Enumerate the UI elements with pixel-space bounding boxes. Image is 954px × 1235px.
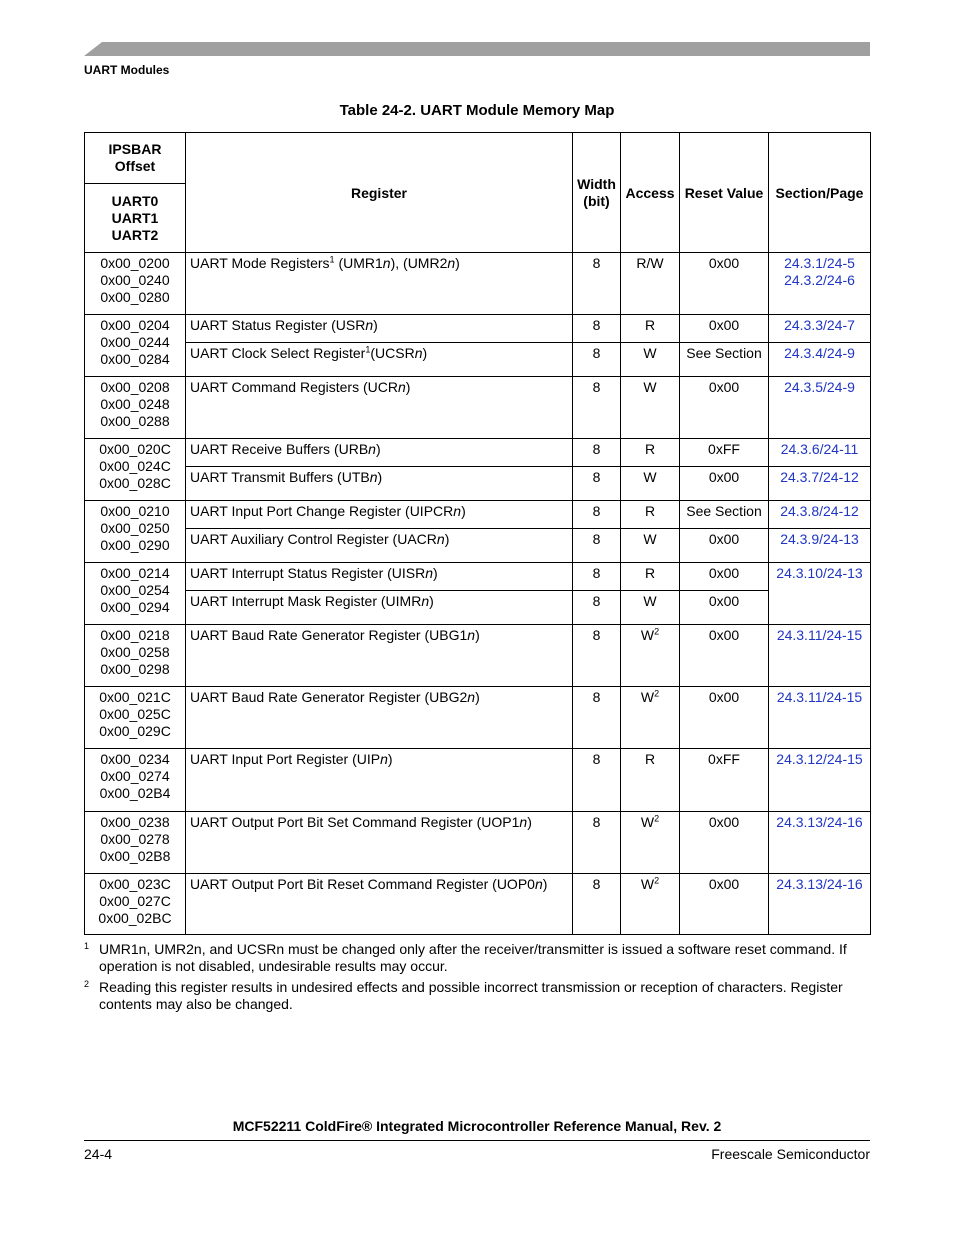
section-link[interactable]: 24.3.13/24-16: [776, 814, 863, 830]
ipsbar-offset-header: IPSBAR Offset: [85, 133, 186, 184]
section-page-cell: [769, 343, 871, 377]
register-name: UART Input Port Register (UIPn): [186, 749, 573, 812]
section-tag: UART Modules: [84, 63, 170, 77]
offset-cell: [85, 253, 186, 315]
offset-value: 0x00_02B8: [99, 848, 171, 864]
footnote-text: UMR1n, UMR2n, and UCSRn must be changed only after the receiver/transmitter is issued a software reset command. If operation is not disabled, undesirable results may occur.: [99, 941, 847, 974]
section-page-cell: [769, 253, 871, 315]
access-value: W: [640, 627, 655, 643]
table-row: [85, 812, 871, 874]
access-value: R: [644, 441, 656, 457]
offset-value: 0x00_0214: [100, 565, 170, 581]
width-cell: 8: [573, 343, 621, 377]
offset-value: 0x00_0294: [100, 599, 170, 615]
access-cell: [621, 687, 680, 749]
section-link[interactable]: 24.3.11/24-15: [776, 627, 863, 643]
register-name: UART Interrupt Mask Register (UIMRn): [186, 591, 573, 625]
header-bar: [84, 42, 870, 56]
access-value: R: [644, 317, 656, 333]
offset-cell: [85, 563, 186, 625]
offset-value: 0x00_025C: [99, 706, 171, 722]
width-cell: 8: [573, 749, 621, 812]
access-value: R: [644, 503, 656, 519]
reset-value-cell: 0x00: [680, 591, 769, 625]
footnotes: [84, 941, 870, 1017]
register-name: UART Receive Buffers (URBn): [186, 439, 573, 467]
footnote-ref: 1: [365, 344, 371, 355]
section-page-cell: [769, 315, 871, 343]
width-cell: 8: [573, 501, 621, 529]
access-value: W: [640, 876, 655, 892]
access-value: W: [643, 531, 657, 547]
table-row: [85, 343, 871, 377]
section-page-cell: [769, 377, 871, 439]
offset-value: 0x00_0218: [100, 627, 170, 643]
width-cell: 8: [573, 377, 621, 439]
footnote-mark: 2: [84, 979, 90, 989]
register-name: UART Baud Rate Generator Register (UBG1n): [186, 625, 573, 687]
offset-value: 0x00_0288: [100, 413, 170, 429]
reset-value-cell: 0x00: [680, 687, 769, 749]
offset-value: 0x00_0280: [100, 289, 170, 305]
footer-title: MCF52211 ColdFire® Integrated Microcontroller Reference Manual, Rev. 2: [232, 1118, 722, 1134]
offset-value: 0x00_0248: [100, 396, 170, 412]
page-number: 24-4: [84, 1146, 113, 1162]
uart-instances-header: UART0 UART1 UART2: [85, 184, 186, 253]
offset-value: 0x00_0250: [100, 520, 170, 536]
offset-value: 0x00_020C: [99, 441, 171, 457]
table-row: [85, 874, 871, 935]
access-cell: [621, 501, 680, 529]
width-cell: 8: [573, 253, 621, 315]
section-link[interactable]: 24.3.2/24-6: [784, 272, 855, 288]
footnote-ref: 2: [654, 875, 660, 886]
width-cell: 8: [573, 625, 621, 687]
width-header: Width (bit): [573, 133, 621, 253]
access-cell: [621, 315, 680, 343]
register-name: UART Transmit Buffers (UTBn): [186, 467, 573, 501]
section-link[interactable]: 24.3.5/24-9: [784, 379, 855, 395]
register-name: UART Command Registers (UCRn): [186, 377, 573, 439]
section-page-cell: [769, 625, 871, 687]
width-cell: 8: [573, 529, 621, 563]
section-link[interactable]: 24.3.1/24-5: [784, 255, 855, 271]
section-link[interactable]: 24.3.9/24-13: [780, 531, 859, 547]
register-name: UART Output Port Bit Set Command Register (UOP1n): [186, 812, 573, 874]
section-link[interactable]: 24.3.6/24-11: [780, 441, 859, 457]
offset-value: 0x00_0240: [100, 272, 170, 288]
offset-value: 0x00_024C: [99, 458, 171, 474]
reset-value-cell: 0x00: [680, 625, 769, 687]
access-cell: [621, 377, 680, 439]
section-page-cell: [769, 687, 871, 749]
footnote: [84, 979, 870, 1013]
access-value: W: [643, 345, 657, 361]
offset-value: 0x00_029C: [99, 723, 171, 739]
access-cell: [621, 439, 680, 467]
section-link[interactable]: 24.3.13/24-16: [776, 876, 863, 892]
section-page-cell: [769, 874, 871, 935]
footnote-ref: 2: [654, 688, 660, 699]
access-cell: [621, 625, 680, 687]
offset-value: 0x00_028C: [99, 475, 171, 491]
company-name: Freescale Semiconductor: [711, 1146, 870, 1162]
table-row: [85, 377, 871, 439]
memory-map-table: [84, 132, 871, 935]
reset-value-cell: 0xFF: [680, 439, 769, 467]
table-row: [85, 591, 871, 625]
register-name: UART Input Port Change Register (UIPCRn): [186, 501, 573, 529]
offset-value: 0x00_027C: [99, 893, 171, 909]
width-cell: 8: [573, 439, 621, 467]
section-link[interactable]: 24.3.11/24-15: [776, 689, 863, 705]
section-link[interactable]: 24.3.8/24-12: [780, 503, 859, 519]
width-cell: 8: [573, 563, 621, 591]
access-value: W: [643, 379, 657, 395]
access-cell: [621, 253, 680, 315]
footnote-ref: 2: [654, 626, 660, 637]
access-value: W: [640, 689, 655, 705]
width-cell: 8: [573, 812, 621, 874]
offset-cell: [85, 749, 186, 812]
table-row: [85, 467, 871, 501]
offset-value: 0x00_0298: [100, 661, 170, 677]
register-name: UART Auxiliary Control Register (UACRn): [186, 529, 573, 563]
reset-value-cell: See Section: [680, 343, 769, 377]
offset-cell: [85, 501, 186, 563]
access-cell: [621, 812, 680, 874]
table-row: [85, 563, 871, 591]
section-link[interactable]: 24.3.7/24-12: [780, 469, 859, 485]
access-value: W: [643, 593, 657, 609]
section-page-cell: [769, 812, 871, 874]
footnote-ref: 1: [329, 254, 335, 265]
reset-value-cell: 0x00: [680, 874, 769, 935]
section-page-cell: [769, 529, 871, 563]
offset-value: 0x00_0244: [100, 334, 170, 350]
footer-rule: [84, 1140, 870, 1141]
offset-value: 0x00_0254: [100, 582, 170, 598]
offset-value: 0x00_0234: [100, 751, 170, 767]
reset-value-cell: 0x00: [680, 253, 769, 315]
table-row: [85, 501, 871, 529]
access-cell: [621, 591, 680, 625]
section-link[interactable]: 24.3.10/24-13: [776, 565, 863, 581]
footnote-mark: 1: [84, 941, 90, 951]
reset-value-cell: 0x00: [680, 563, 769, 591]
offset-cell: [85, 625, 186, 687]
offset-cell: [85, 874, 186, 935]
table-row: [85, 529, 871, 563]
reset-value-cell: 0x00: [680, 529, 769, 563]
offset-value: 0x00_021C: [99, 689, 171, 705]
table-row: [85, 253, 871, 315]
offset-value: 0x00_0208: [100, 379, 170, 395]
table-row: [85, 749, 871, 812]
section-link[interactable]: 24.3.4/24-9: [784, 345, 855, 361]
reset-value-cell: 0x00: [680, 377, 769, 439]
offset-value: 0x00_0238: [100, 814, 170, 830]
width-cell: 8: [573, 591, 621, 625]
offset-cell: [85, 812, 186, 874]
access-value: W: [643, 469, 657, 485]
access-cell: [621, 529, 680, 563]
offset-value: 0x00_0290: [100, 537, 170, 553]
register-name: UART Clock Select Register$^1$(UCSRn): [186, 343, 573, 377]
table-row: [85, 687, 871, 749]
offset-value: 0x00_0284: [100, 351, 170, 367]
footnote: [84, 941, 870, 975]
width-cell: 8: [573, 687, 621, 749]
footnote-text: Reading this register results in undesired effects and possible incorrect transmission or reception of characters. Register contents may also be changed.: [99, 979, 843, 1012]
footnote-ref: 2: [654, 813, 660, 824]
access-cell: [621, 749, 680, 812]
access-cell: [621, 563, 680, 591]
offset-value: 0x00_02B4: [99, 785, 171, 801]
table-row: [85, 439, 871, 467]
section-page-header: Section/Page: [769, 133, 871, 253]
access-value: R/W: [636, 255, 664, 271]
access-cell: [621, 343, 680, 377]
section-page-cell: [769, 467, 871, 501]
section-link[interactable]: 24.3.12/24-15: [776, 751, 863, 767]
reset-value-cell: See Section: [680, 501, 769, 529]
access-value: W: [640, 814, 655, 830]
section-page-cell: [769, 749, 871, 812]
section-link[interactable]: 24.3.3/24-7: [784, 317, 855, 333]
width-cell: 8: [573, 315, 621, 343]
offset-value: 0x00_0274: [100, 768, 170, 784]
reset-value-cell: 0x00: [680, 467, 769, 501]
reset-value-cell: 0x00: [680, 812, 769, 874]
reset-value-cell: 0x00: [680, 315, 769, 343]
offset-value: 0x00_0200: [100, 255, 170, 271]
register-name: UART Mode Registers$^1$ (UMR1n), (UMR2n): [186, 253, 573, 315]
access-cell: [621, 467, 680, 501]
reset-value-header: Reset Value: [680, 133, 769, 253]
register-name: UART Interrupt Status Register (UISRn): [186, 563, 573, 591]
offset-value: 0x00_0210: [100, 503, 170, 519]
table-row: [85, 625, 871, 687]
offset-cell: [85, 315, 186, 377]
access-value: R: [644, 565, 656, 581]
offset-value: 0x00_023C: [99, 876, 171, 892]
section-page-cell: [769, 563, 871, 625]
access-header: Access: [621, 133, 680, 253]
width-cell: 8: [573, 467, 621, 501]
table-row: [85, 315, 871, 343]
offset-cell: [85, 687, 186, 749]
offset-cell: [85, 439, 186, 501]
access-cell: [621, 874, 680, 935]
reset-value-cell: 0xFF: [680, 749, 769, 812]
register-name: UART Baud Rate Generator Register (UBG2n): [186, 687, 573, 749]
offset-value: 0x00_0258: [100, 644, 170, 660]
register-name: UART Output Port Bit Reset Command Register (UOP0n): [186, 874, 573, 935]
width-cell: 8: [573, 874, 621, 935]
offset-cell: [85, 377, 186, 439]
access-value: R: [644, 751, 656, 767]
offset-value: 0x00_0278: [100, 831, 170, 847]
section-page-cell: [769, 439, 871, 467]
section-page-cell: [769, 501, 871, 529]
register-name: UART Status Register (USRn): [186, 315, 573, 343]
offset-value: 0x00_02BC: [98, 910, 172, 926]
offset-value: 0x00_0204: [100, 317, 170, 333]
table-title: Table 24-2. UART Module Memory Map: [339, 102, 615, 119]
register-header: Register: [186, 133, 573, 253]
